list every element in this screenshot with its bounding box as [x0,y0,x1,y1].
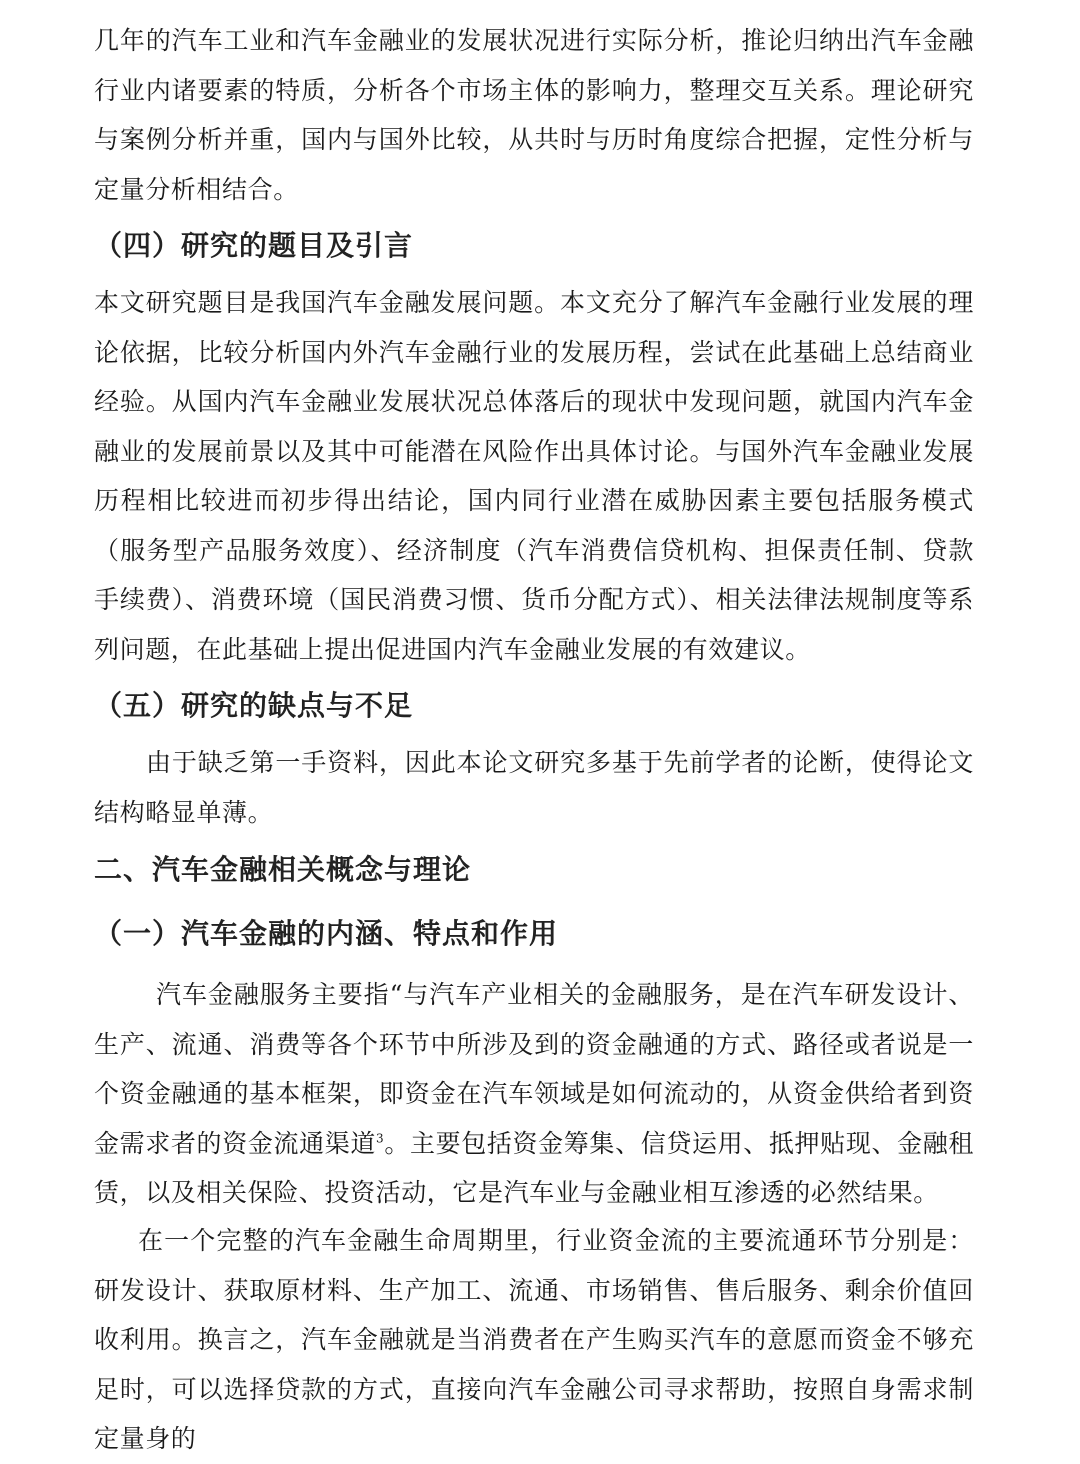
heading-shortcomings: （五）研究的缺点与不足 [94,689,414,722]
paragraph-methodology: 几年的汽车工业和汽车金融业的发展状况进行实际分析，推论归纳出汽车金融行业内诸要素的特质，分析各个市场主体的影响力，整理交互关系。理论研究与案例分析并重，国内与国外比较，从共时与历时角度综合把握，定性分析与定量分析相结合。 [94,26,974,204]
section-heading-concepts: 二、汽车金融相关概念与理论 [94,853,472,886]
paragraph-definition [94,970,974,1218]
paragraph-definition-text-b: 。主要包括资金筹集、信贷运用、抵押贴现、金融租赁，以及相关保险、投资活动，它是汽车业与金融业相互渗透的必然结果。 [94,1128,974,1207]
paragraph-research-topic: 本文研究题目是我国汽车金融发展问题。本文充分了解汽车金融行业发展的理论依据，比较分析国内外汽车金融行业的发展历程，尝试在此基础上总结商业经验。从国内汽车金融业发展状况总体落后的现状中发现问题，就国内汽车金融业的发展前景以及其中可能潜在风险作出具体讨论。与国外汽车金融业发展历程相比较进而初步得出结论，国内同行业潜在威胁因素主要包括服务模式（服务型产品服务效度）、经济制度（汽车消费信贷机构、担保责任制、贷款手续费）、消费环境（国民消费习惯、货币分配方式）、相关法律法规制度等系列问题，在此基础上提出促进国内汽车金融业发展的有效建议。 [94,288,974,664]
footnote-marker[interactable]: 3 [376,1131,385,1146]
paragraph-shortcomings: 由于缺乏第一手资料，因此本论文研究多基于先前学者的论断，使得论文结构略显单薄。 [94,748,974,827]
heading-connotation: （一）汽车金融的内涵、特点和作用 [94,917,559,950]
paragraph-lifecycle: 在一个完整的汽车金融生命周期里，行业资金流的主要流通环节分别是：研发设计、获取原材料、生产加工、流通、市场销售、售后服务、剩余价值回收利用。换言之，汽车金融就是当消费者在产生购买汽车的意愿而资金不够充足时，可以选择贷款的方式，直接向汽车金融公司寻求帮助，按照自身需求制定量身的 [94,1226,974,1453]
paragraph-definition-text-a: 汽车金融服务主要指“与汽车产业相关的金融服务，是在汽车研发设计、生产、流通、消费等各个环节中所涉及到的资金融通的方式、路径或者说是一个资金融通的基本框架，即资金在汽车领域是如何流动的，从资金供给者到资金需求者的资金流通渠道 [94,980,974,1158]
heading-research-topic: （四）研究的题目及引言 [94,229,414,262]
